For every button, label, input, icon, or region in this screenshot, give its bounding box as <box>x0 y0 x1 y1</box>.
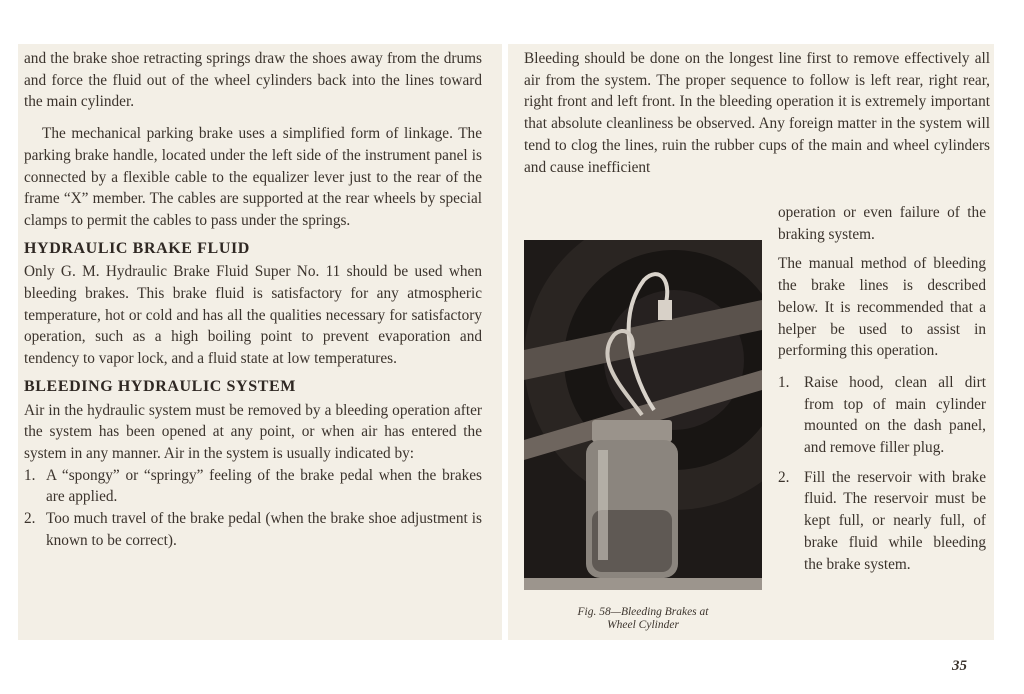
list-item <box>24 508 482 551</box>
list-item <box>24 465 482 508</box>
list-number: 1. <box>778 373 790 391</box>
list-text: Too much travel of the brake pedal (when the brake shoe adjustment is known to be correct). <box>46 510 482 549</box>
bleeding-brakes-photo <box>524 240 762 590</box>
paragraph: operation or even failure of the braking system. <box>778 204 986 243</box>
paragraph: Only G. M. Hydraulic Brake Fluid Super No. 11 should be used when bleeding brakes. This brake fluid is satisfactory for any atmospheric temperature, hot or cold and has all the qualities necessary for satisfactory operation, such as a high boiling point to prevent evaporation and tendency to vapor lock, and a fluid state at low temperatures. <box>24 263 482 368</box>
page-number: 35 <box>952 658 967 674</box>
list-text: Raise hood, clean all dirt from top of main cylinder mounted on the dash panel, and remove filler plug. <box>804 373 986 457</box>
figure-caption <box>530 606 756 632</box>
list-text: Fill the reservoir with brake fluid. The reservoir must be kept full, or nearly full, of brake fluid while bleeding the brake system. <box>804 468 986 573</box>
figure-illustration <box>524 240 762 590</box>
paragraph: The manual method of bleeding the brake lines is described below. It is recommended that a helper be used to assist in performing this operation. <box>778 255 986 360</box>
paragraph: Air in the hydraulic system must be removed by a bleeding operation after the system has been opened at any point, or when air has entered the system in any manner. Air in the system is usually indicated by: <box>24 401 482 462</box>
section-heading: BLEEDING HYDRAULIC SYSTEM <box>24 377 296 395</box>
list-text: A “spongy” or “springy” feeling of the brake pedal when the brakes are applied. <box>46 466 482 506</box>
list-number: 2. <box>778 468 790 486</box>
right-column <box>524 48 990 178</box>
list-number: 1. <box>24 466 36 484</box>
steps-list <box>778 372 986 575</box>
paragraph: and the brake shoe retracting springs draw the shoes away from the drums and force the fluid out of the wheel cylinders back into the lines toward the main cylinder. <box>24 50 482 111</box>
right-wrap-column <box>778 202 986 583</box>
symptom-list <box>24 465 482 552</box>
caption-line: Wheel Cylinder <box>607 619 679 631</box>
left-column <box>24 48 482 551</box>
caption-line: Fig. 58—Bleeding Brakes at <box>577 606 709 618</box>
list-number: 2. <box>24 510 36 528</box>
list-item <box>778 372 986 459</box>
paragraph: The mechanical parking brake uses a simplified form of linkage. The parking brake handle, located under the left side of the instrument panel is connected by a flexible cable to the equalizer lever just to the rear of the frame “X” member. The cables are supported at the rear wheels by special clamps to permit the cables to pass under the springs. <box>24 125 482 229</box>
section-heading: HYDRAULIC BRAKE FLUID <box>24 239 250 257</box>
list-item <box>778 467 986 576</box>
paragraph: Bleeding should be done on the longest line first to remove effectively all air from the system. The proper sequence to follow is left rear, right rear, right front and left front. In the bleeding operation it is extremely important that absolute cleanliness be observed. Any foreign matter in the system will tend to clog the lines, ruin the rubber cups of the main and wheel cylinders and cause inefficient <box>524 50 990 176</box>
